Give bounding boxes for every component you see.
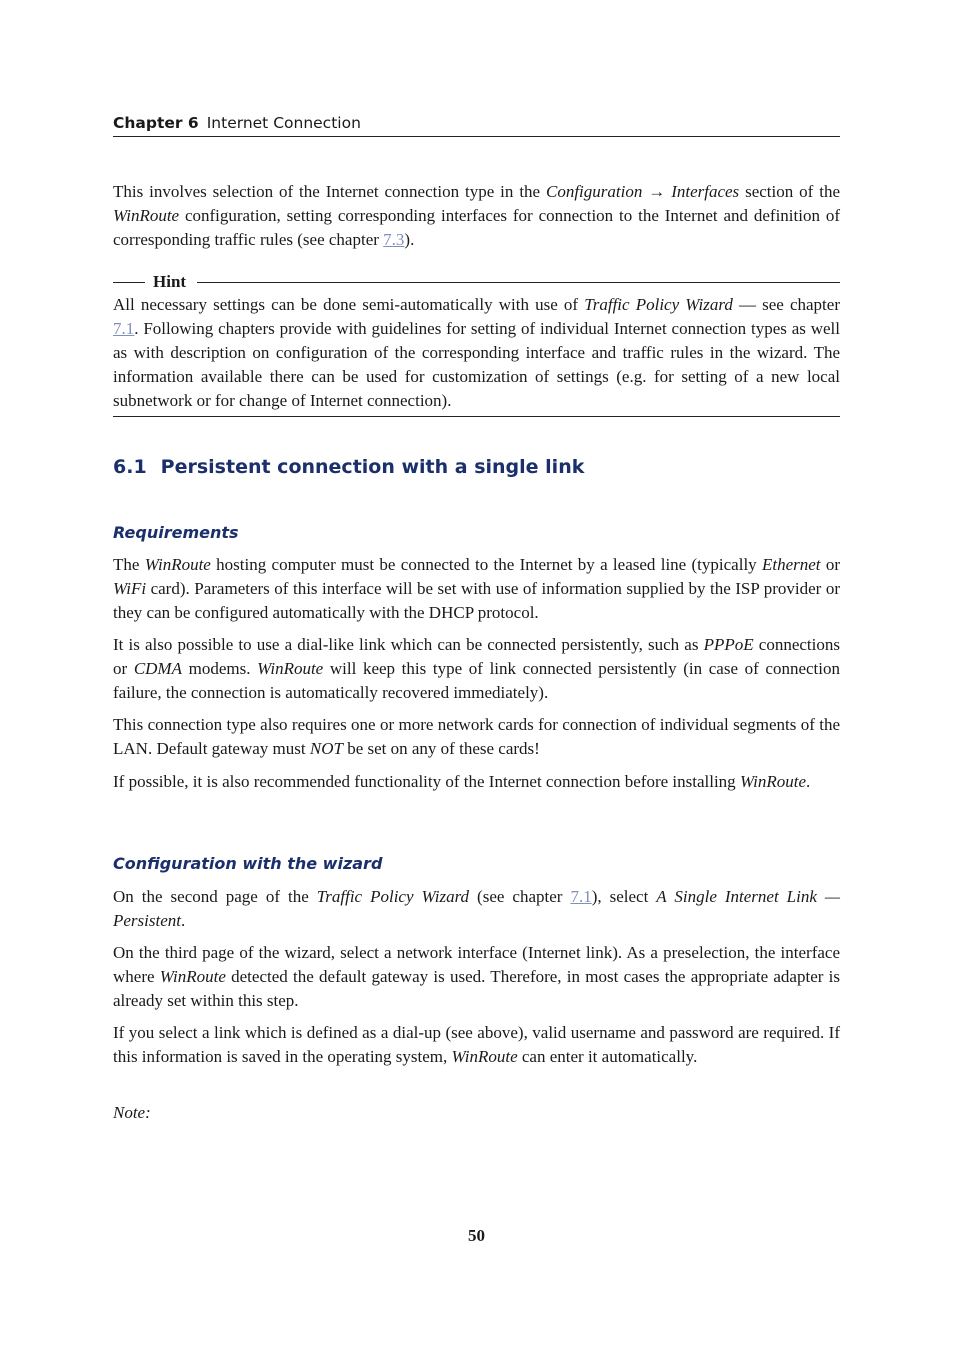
requirements-paragraph-2: It is also possible to use a dial-like link which can be connected persistently, such as PPPoE connections or CDMA modems. WinRoute will keep this type of link connected persistently (in case of connection failure, the connection is automatically recovered immediately). bbox=[113, 635, 841, 702]
note-label: Note: bbox=[113, 1103, 151, 1122]
intro-paragraph: This involves selection of the Internet connection type in the Configuration → Interfaces section of the WinRoute configuration, setting corresponding interfaces for connection to the Internet and definition of corresponding traffic rules (see chapter 7.3). bbox=[113, 182, 840, 249]
chapter-label: Chapter 6 bbox=[113, 114, 199, 132]
section-title: Persistent connection with a single link bbox=[160, 456, 585, 478]
hint-paragraph: All necessary settings can be done semi-automatically with use of Traffic Policy Wizard — see chapter 7.1. Following chapters provide with guidelines for setting of individual Internet connection types as well as with description on configuration of the corresponding interface and traffic rules in the wizard. The information available there can be used for customization of settings (e.g. for setting of a new local subnetwork or for change of Internet connection). bbox=[113, 295, 840, 410]
chapter-title: Internet Connection bbox=[206, 114, 361, 132]
hint-box-bottom-rule bbox=[113, 416, 840, 417]
hint-rule-tail bbox=[197, 282, 840, 283]
hint-box-top bbox=[113, 272, 840, 292]
page-number: 50 bbox=[468, 1226, 485, 1245]
requirements-paragraph-3: This connection type also requires one or more network cards for connection of individual segments of the LAN. Default gateway must NOT be set on any of these cards! bbox=[113, 715, 840, 758]
chapter-ref-link[interactable]: 7.3 bbox=[383, 230, 405, 249]
chapter-ref-link[interactable]: 7.1 bbox=[570, 887, 592, 906]
wizard-paragraph-3: If you select a link which is defined as a dial-up (see above), valid username and password are required. If this information is saved in the operating system, WinRoute can enter it automatically. bbox=[113, 1023, 840, 1066]
requirements-paragraph-4: If possible, it is also recommended functionality of the Internet connection before installing WinRoute. bbox=[113, 772, 811, 791]
requirements-heading: Requirements bbox=[113, 523, 239, 542]
section-number: 6.1 bbox=[113, 456, 147, 478]
chapter-ref-link[interactable]: 7.1 bbox=[113, 319, 135, 338]
wizard-paragraph-2: On the third page of the wizard, select a network interface (Internet link). As a preselection, the interface where WinRoute detected the default gateway is used. Therefore, in most cases the appropriate adapter is already set within this step. bbox=[113, 943, 840, 1010]
running-header bbox=[113, 114, 840, 137]
wizard-heading: Configuration with the wizard bbox=[113, 854, 383, 873]
wizard-paragraph-1: On the second page of the Traffic Policy Wizard (see chapter 7.1), select A Single Internet Link — Persistent. bbox=[113, 887, 840, 930]
hint-rule-lead bbox=[113, 282, 145, 283]
requirements-paragraph-1: The WinRoute hosting computer must be connected to the Internet by a leased line (typically Ethernet or WiFi card). Parameters of this interface will be set with use of information supplied by the ISP provider or they can be configured automatically with the DHCP protocol. bbox=[113, 555, 841, 622]
section-heading bbox=[113, 456, 584, 478]
hint-label: Hint bbox=[153, 272, 187, 291]
